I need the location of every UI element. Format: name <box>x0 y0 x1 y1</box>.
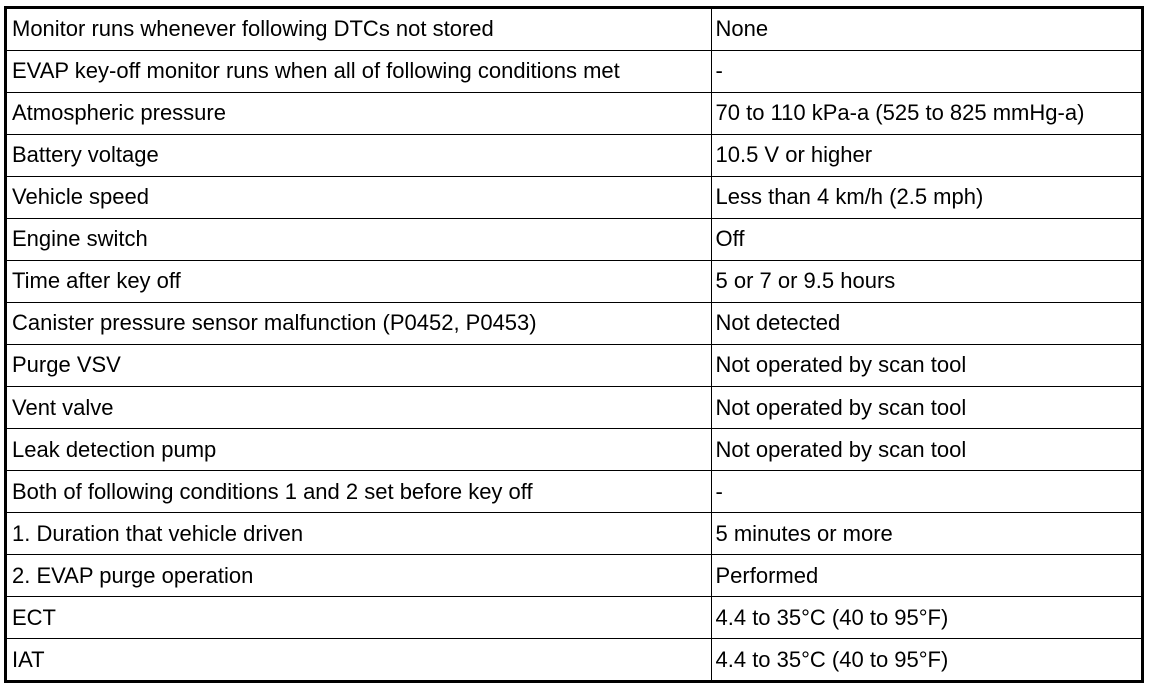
condition-cell: Vehicle speed <box>7 176 711 218</box>
condition-cell: Vent valve <box>7 387 711 429</box>
table-row <box>7 387 1141 429</box>
table-row <box>7 471 1141 513</box>
table-row <box>7 302 1141 344</box>
value-cell: 4.4 to 35°C (40 to 95°F) <box>711 639 1141 680</box>
table-row <box>7 639 1141 680</box>
condition-cell: Monitor runs whenever following DTCs not stored <box>7 9 711 50</box>
condition-cell: Leak detection pump <box>7 429 711 471</box>
condition-cell: Battery voltage <box>7 134 711 176</box>
value-cell: 10.5 V or higher <box>711 134 1141 176</box>
value-cell: Not detected <box>711 302 1141 344</box>
condition-cell: 2. EVAP purge operation <box>7 555 711 597</box>
table-row <box>7 513 1141 555</box>
condition-cell: Both of following conditions 1 and 2 set before key off <box>7 471 711 513</box>
table-row <box>7 218 1141 260</box>
value-cell: 70 to 110 kPa-a (525 to 825 mmHg-a) <box>711 92 1141 134</box>
table-row <box>7 597 1141 639</box>
value-cell: Not operated by scan tool <box>711 429 1141 471</box>
table-row <box>7 555 1141 597</box>
value-cell: Not operated by scan tool <box>711 387 1141 429</box>
table-row <box>7 176 1141 218</box>
value-cell: Off <box>711 218 1141 260</box>
condition-cell: Engine switch <box>7 218 711 260</box>
condition-cell: Time after key off <box>7 260 711 302</box>
table-row <box>7 429 1141 471</box>
condition-cell: Atmospheric pressure <box>7 92 711 134</box>
value-cell: None <box>711 9 1141 50</box>
table-row <box>7 50 1141 92</box>
value-cell: 5 or 7 or 9.5 hours <box>711 260 1141 302</box>
condition-cell: Canister pressure sensor malfunction (P0452, P0453) <box>7 302 711 344</box>
table-row <box>7 260 1141 302</box>
conditions-table <box>7 9 1141 680</box>
value-cell: Not operated by scan tool <box>711 344 1141 386</box>
condition-cell: Purge VSV <box>7 344 711 386</box>
value-cell: - <box>711 50 1141 92</box>
table-row <box>7 92 1141 134</box>
value-cell: 5 minutes or more <box>711 513 1141 555</box>
value-cell: Less than 4 km/h (2.5 mph) <box>711 176 1141 218</box>
condition-cell: ECT <box>7 597 711 639</box>
value-cell: Performed <box>711 555 1141 597</box>
table-row <box>7 9 1141 50</box>
value-cell: 4.4 to 35°C (40 to 95°F) <box>711 597 1141 639</box>
condition-cell: 1. Duration that vehicle driven <box>7 513 711 555</box>
condition-cell: IAT <box>7 639 711 680</box>
conditions-table-frame <box>4 6 1144 683</box>
table-row <box>7 134 1141 176</box>
table-row <box>7 344 1141 386</box>
condition-cell: EVAP key-off monitor runs when all of following conditions met <box>7 50 711 92</box>
value-cell: - <box>711 471 1141 513</box>
